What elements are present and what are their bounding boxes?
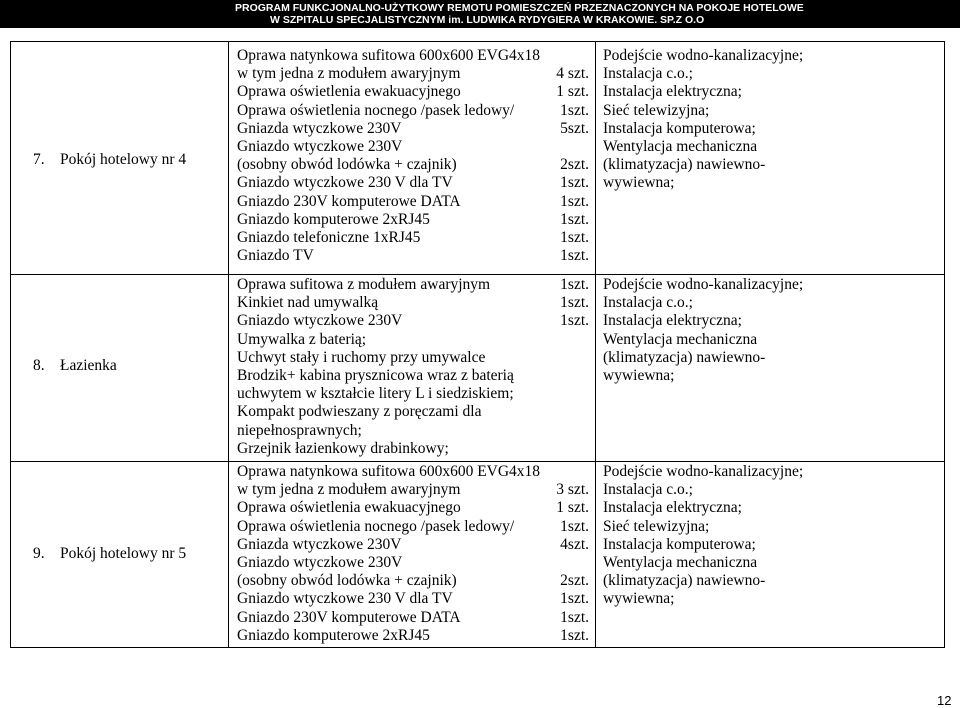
- equipment-line: [237, 627, 589, 645]
- equipment-quantity: 5szt.: [560, 119, 589, 137]
- equipment-line: [237, 554, 589, 572]
- equipment-list: [237, 463, 589, 645]
- equipment-item: Kinkiet nad umywalką: [237, 294, 379, 312]
- equipment-item: Gniazda wtyczkowe 230V: [237, 535, 402, 553]
- equipment-line: [237, 156, 589, 174]
- equipment-quantity: 4szt.: [560, 535, 589, 553]
- column-divider-room: [228, 41, 229, 648]
- equipment-line: [237, 294, 589, 312]
- equipment-item: Gniazdo wtyczkowe 230V: [237, 137, 403, 155]
- equipment-line: [237, 102, 589, 120]
- equipment-line: [237, 65, 589, 83]
- equipment-item: (osobny obwód lodówka + czajnik): [237, 156, 457, 174]
- equipment-quantity: 1 szt.: [556, 499, 589, 517]
- equipment-item: Gniazdo wtyczkowe 230 V dla TV: [237, 174, 453, 192]
- equipment-line: [237, 572, 589, 590]
- installation-item: wywiewna;: [603, 366, 675, 384]
- equipment-item: Gniazdo TV: [237, 247, 314, 265]
- row-divider-1: [10, 274, 945, 275]
- equipment-item: Uchwyt stały i ruchomy przy umywalce: [237, 348, 486, 366]
- column-divider-installations: [595, 41, 596, 648]
- installation-item: Wentylacja mechaniczna: [603, 553, 758, 571]
- equipment-item: Kompakt podwieszany z poręczami dla: [237, 403, 482, 421]
- equipment-item: w tym jedna z modułem awaryjnym: [237, 65, 461, 83]
- page-number: 12: [937, 693, 952, 708]
- equipment-item: Gniazdo telefoniczne 1xRJ45: [237, 228, 421, 246]
- installation-item: Podejście wodno-kanalizacyjne;: [603, 276, 804, 293]
- installation-item: Instalacja elektryczna;: [603, 83, 742, 101]
- equipment-item: Brodzik+ kabina prysznicowa wraz z baterią: [237, 366, 514, 384]
- equipment-item: Grzejnik łazienkowy drabinkowy;: [237, 439, 449, 457]
- equipment-item: Oprawa natynkowa sufitowa 600x600 EVG4x18: [237, 463, 541, 480]
- equipment-item: Gniazdo wtyczkowe 230V: [237, 553, 403, 571]
- room-name: Łazienka: [60, 357, 117, 374]
- equipment-line: [237, 247, 589, 265]
- equipment-line: [237, 440, 589, 458]
- equipment-item: niepełnosprawnych;: [237, 421, 362, 439]
- equipment-quantity: 3 szt.: [556, 481, 589, 499]
- document-header: [0, 0, 960, 28]
- installation-item: Instalacja c.o.;: [603, 481, 693, 499]
- equipment-quantity: 1szt.: [560, 294, 589, 312]
- installation-item: Wentylacja mechaniczna: [603, 330, 758, 348]
- equipment-item: Gniazdo wtyczkowe 230 V dla TV: [237, 590, 453, 608]
- equipment-item: Gniazdo 230V komputerowe DATA: [237, 608, 461, 626]
- installation-item: (klimatyzacja) nawiewno-: [603, 348, 766, 366]
- row-number: 7.: [33, 151, 45, 168]
- equipment-line: [237, 211, 589, 229]
- installation-item: Instalacja c.o.;: [603, 65, 693, 83]
- equipment-item: Gniazdo wtyczkowe 230V: [237, 312, 403, 330]
- equipment-item: Umywalka z baterią;: [237, 330, 367, 348]
- installation-item: Sieć telewizyjna;: [603, 517, 710, 535]
- equipment-line: [237, 536, 589, 554]
- equipment-line: [237, 422, 589, 440]
- equipment-quantity: 1szt.: [560, 247, 589, 265]
- equipment-line: [237, 349, 589, 367]
- equipment-item: Oprawa sufitowa z modułem awaryjnym: [237, 276, 491, 293]
- room-name: Pokój hotelowy nr 4: [60, 151, 187, 168]
- equipment-quantity: 1szt.: [560, 101, 589, 119]
- equipment-item: Oprawa natynkowa sufitowa 600x600 EVG4x18: [237, 47, 541, 64]
- equipment-line: [237, 403, 589, 421]
- installation-item: Instalacja c.o.;: [603, 294, 693, 312]
- equipment-item: uchwytem w kształcie litery L i siedziskiem;: [237, 385, 514, 403]
- room-name: Pokój hotelowy nr 5: [60, 545, 187, 562]
- equipment-quantity: 1szt.: [560, 312, 589, 330]
- row-number: 8.: [33, 357, 45, 374]
- equipment-item: Gniazda wtyczkowe 230V: [237, 119, 402, 137]
- installation-item: Podejście wodno-kanalizacyjne;: [603, 47, 804, 64]
- row-divider-2: [10, 461, 945, 462]
- equipment-list: [237, 47, 589, 265]
- installation-item: wywiewna;: [603, 590, 675, 608]
- installation-item: Sieć telewizyjna;: [603, 101, 710, 119]
- equipment-line: [237, 120, 589, 138]
- equipment-quantity: 2szt.: [560, 156, 589, 174]
- equipment-line: [237, 83, 589, 101]
- installation-item: Wentylacja mechaniczna: [603, 137, 758, 155]
- installations-list: [603, 276, 933, 385]
- equipment-quantity: 1szt.: [560, 228, 589, 246]
- equipment-line: [237, 518, 589, 536]
- equipment-item: Gniazdo komputerowe 2xRJ45: [237, 210, 430, 228]
- installation-item: wywiewna;: [603, 174, 675, 192]
- installation-item: (klimatyzacja) nawiewno-: [603, 572, 766, 590]
- equipment-line: [237, 193, 589, 211]
- equipment-quantity: 1szt.: [560, 210, 589, 228]
- equipment-quantity: 1szt.: [560, 608, 589, 626]
- equipment-quantity: 1szt.: [560, 174, 589, 192]
- equipment-item: Gniazdo komputerowe 2xRJ45: [237, 626, 430, 644]
- installation-item: Instalacja elektryczna;: [603, 312, 742, 330]
- installation-item: (klimatyzacja) nawiewno-: [603, 156, 766, 174]
- equipment-item: Oprawa oświetlenia ewakuacyjnego: [237, 499, 461, 517]
- installation-item: Instalacja komputerowa;: [603, 119, 756, 137]
- equipment-item: (osobny obwód lodówka + czajnik): [237, 572, 457, 590]
- equipment-item: Gniazdo 230V komputerowe DATA: [237, 192, 461, 210]
- equipment-quantity: 1szt.: [560, 276, 589, 293]
- equipment-line: [237, 138, 589, 156]
- equipment-line: [237, 174, 589, 192]
- equipment-item: Oprawa oświetlenia ewakuacyjnego: [237, 83, 461, 101]
- installation-item: Instalacja komputerowa;: [603, 535, 756, 553]
- equipment-quantity: 4 szt.: [556, 65, 589, 83]
- equipment-quantity: 1szt.: [560, 192, 589, 210]
- equipment-line: [237, 229, 589, 247]
- equipment-line: [237, 312, 589, 330]
- installations-list: [603, 463, 933, 609]
- row-number: 9.: [33, 545, 45, 562]
- equipment-line: [237, 481, 589, 499]
- equipment-quantity: 1szt.: [560, 626, 589, 644]
- header-title-line1: PROGRAM FUNKCJONALNO-UŻYTKOWY REMOTU POMIESZCZEŃ PRZEZNACZONYCH NA POKOJE HOTELOWE: [235, 2, 804, 14]
- equipment-item: Oprawa oświetlenia nocnego /pasek ledowy/: [237, 517, 515, 535]
- equipment-list: [237, 276, 589, 458]
- equipment-line: [237, 385, 589, 403]
- equipment-item: Oprawa oświetlenia nocnego /pasek ledowy/: [237, 101, 515, 119]
- header-title-line2: W SZPITALU SPECJALISTYCZNYM im. LUDWIKA RYDYGIERA W KRAKOWIE. SP.Z O.O: [270, 14, 705, 26]
- equipment-line: [237, 463, 589, 481]
- equipment-quantity: 2szt.: [560, 572, 589, 590]
- equipment-line: [237, 590, 589, 608]
- equipment-line: [237, 47, 589, 65]
- equipment-line: [237, 609, 589, 627]
- equipment-quantity: 1szt.: [560, 590, 589, 608]
- equipment-line: [237, 367, 589, 385]
- equipment-item: w tym jedna z modułem awaryjnym: [237, 481, 461, 499]
- equipment-line: [237, 276, 589, 294]
- equipment-line: [237, 331, 589, 349]
- equipment-line: [237, 499, 589, 517]
- installations-list: [603, 47, 933, 193]
- installation-item: Podejście wodno-kanalizacyjne;: [603, 463, 804, 480]
- installation-item: Instalacja elektryczna;: [603, 499, 742, 517]
- equipment-quantity: 1 szt.: [556, 83, 589, 101]
- equipment-quantity: 1szt.: [560, 517, 589, 535]
